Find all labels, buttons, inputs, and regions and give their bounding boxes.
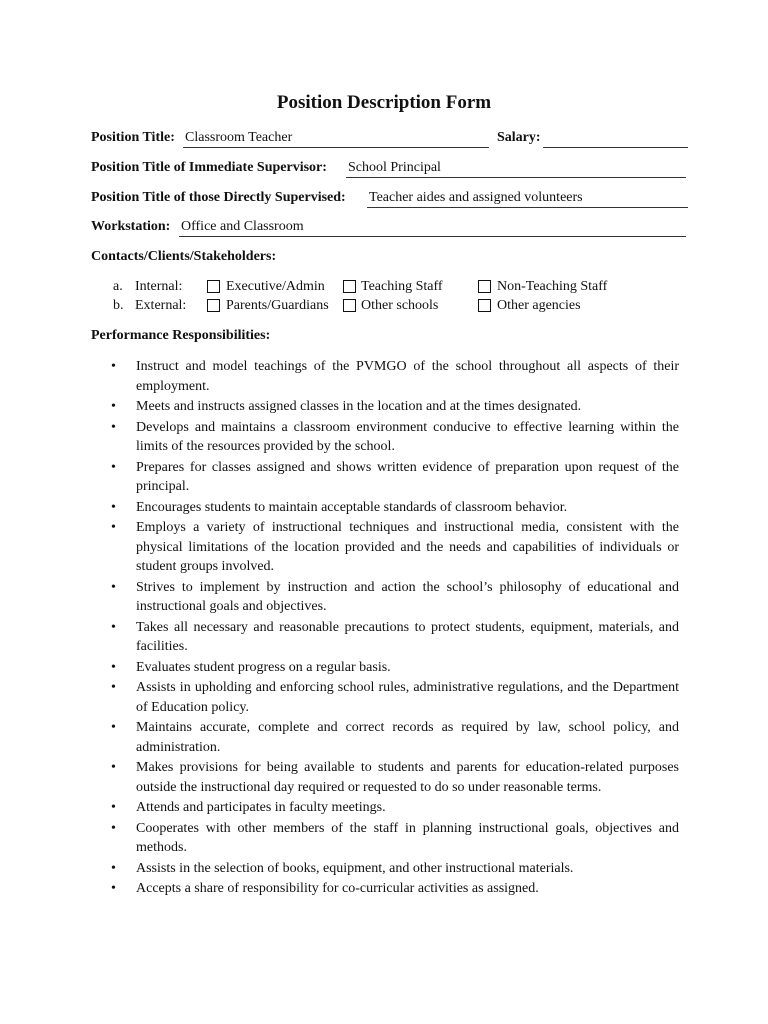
position-title-value: Classroom Teacher [183, 129, 489, 148]
bullet: • [111, 459, 116, 475]
bullet: • [111, 760, 116, 775]
item-text: Evaluates student progress on a regular basis. [136, 659, 391, 675]
option-non-teaching-staff: Non-Teaching Staff [497, 279, 608, 294]
responsibilities-heading: Performance Responsibilities: [91, 328, 271, 343]
external-label: External: [135, 298, 187, 313]
list-item [107, 578, 679, 617]
option-teaching-staff: Teaching Staff [361, 279, 443, 294]
item-text: Strives to implement by instruction and action the school’s philosophy of educational and instructional goals and objectives. [136, 579, 679, 614]
item-text: Accepts a share of responsibility for co-curricular activities as assigned. [136, 881, 539, 896]
list-item [107, 618, 679, 657]
bullet: • [111, 359, 116, 374]
supervised-label: Position Title of those Directly Supervised: [91, 190, 346, 205]
bullet: • [111, 419, 116, 435]
contacts-heading: Contacts/Clients/Stakeholders: [91, 249, 277, 264]
position-title-label: Position Title: [91, 130, 175, 145]
list-item [107, 758, 679, 797]
list-item [107, 879, 679, 899]
list-item [107, 819, 679, 858]
item-text: Attends and participates in faculty meetings. [136, 800, 386, 815]
workstation-row [91, 218, 686, 236]
workstation-label: Workstation: [91, 219, 171, 234]
supervisor-value: School Principal [346, 159, 686, 178]
list-item [107, 357, 679, 396]
checkbox-other-schools[interactable] [343, 299, 356, 312]
item-text: Meets and instructs assigned classes in the location and at the times designated. [136, 399, 582, 414]
list-item [107, 397, 679, 417]
bullet: • [111, 720, 116, 735]
item-text: Instruct and model teachings of the PVMGO of the school throughout all aspects of their employment. [136, 359, 679, 394]
bullet: • [111, 659, 116, 675]
checkbox-teaching-staff[interactable] [343, 280, 356, 293]
option-other-agencies: Other agencies [497, 298, 581, 313]
supervisor-label: Position Title of Immediate Supervisor: [91, 160, 327, 175]
checkbox-executive-admin[interactable] [207, 280, 220, 293]
checkbox-parents-guardians[interactable] [207, 299, 220, 312]
checkbox-other-agencies[interactable] [478, 299, 491, 312]
item-text: Prepares for classes assigned and shows written evidence of preparation upon request of the principal. [136, 459, 679, 494]
supervised-row [91, 189, 688, 207]
bullet: • [111, 520, 116, 535]
list-item [107, 518, 679, 577]
bullet: • [111, 800, 116, 815]
bullet: • [111, 680, 116, 695]
list-item [107, 498, 679, 518]
supervisor-row [91, 159, 686, 177]
item-text: Takes all necessary and reasonable precautions to protect students, equipment, materials, and facilities. [136, 619, 679, 654]
supervised-value: Teacher aides and assigned volunteers [367, 189, 688, 208]
item-text: Assists in upholding and enforcing school rules, administrative regulations, and the Department of Education policy. [136, 680, 679, 715]
form-title: Position Description Form [276, 92, 492, 113]
bullet: • [111, 399, 116, 414]
bullet: • [111, 860, 116, 876]
list-item [107, 458, 679, 497]
salary-value [543, 129, 688, 148]
list-item [107, 859, 679, 879]
internal-marker: a. [113, 279, 123, 294]
responsibilities-list [107, 357, 679, 900]
list-item [107, 718, 679, 757]
bullet: • [111, 820, 116, 836]
salary-label: Salary: [497, 130, 541, 145]
workstation-value: Office and Classroom [179, 218, 686, 237]
item-text: Encourages students to maintain acceptable standards of classroom behavior. [136, 499, 568, 515]
list-item [107, 658, 679, 678]
bullet: • [111, 619, 116, 635]
checkbox-non-teaching-staff[interactable] [478, 280, 491, 293]
list-item [107, 798, 679, 818]
list-item [107, 418, 679, 457]
item-text: Cooperates with other members of the staff in planning instructional goals, objectives and methods. [136, 820, 679, 855]
item-text: Employs a variety of instructional techniques and instructional media, consistent with the physical limitations of the location provided and the needs and capabilities of individuals or student groups involved. [136, 520, 679, 574]
position-title-row [91, 129, 691, 147]
item-text: Makes provisions for being available to students and parents for education-related purposes outside the instructional day required or requested to do so under reasonable terms. [136, 760, 679, 795]
external-marker: b. [113, 298, 124, 313]
option-other-schools: Other schools [361, 298, 439, 313]
bullet: • [111, 579, 116, 595]
item-text: Assists in the selection of books, equipment, and other instructional materials. [136, 860, 574, 876]
bullet: • [111, 499, 116, 515]
option-executive-admin: Executive/Admin [226, 279, 325, 294]
option-parents-guardians: Parents/Guardians [226, 298, 329, 313]
list-item [107, 678, 679, 717]
internal-label: Internal: [135, 279, 183, 294]
bullet: • [111, 881, 116, 896]
item-text: Maintains accurate, complete and correct records as required by law, school policy, and administration. [136, 720, 679, 755]
item-text: Develops and maintains a classroom environment conducive to effective learning within the limits of the resources provided by the school. [136, 419, 679, 454]
